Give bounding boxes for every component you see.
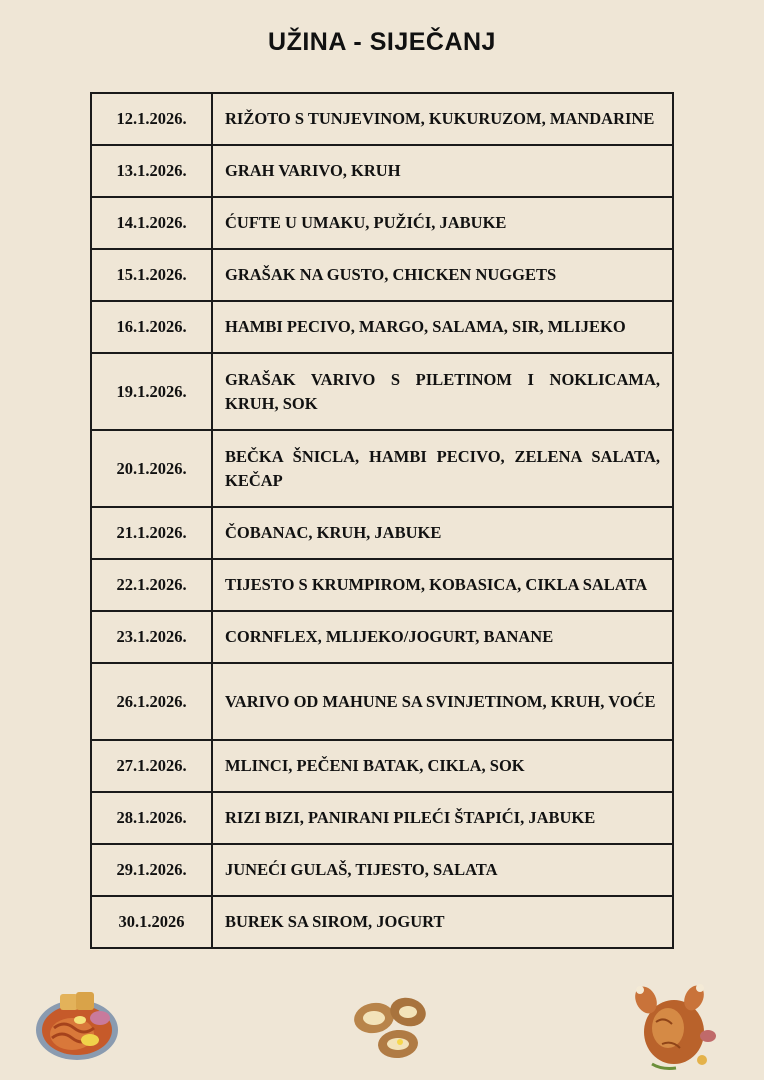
meal-cell: GRAŠAK NA GUSTO, CHICKEN NUGGETS [212, 249, 673, 301]
table-row [91, 197, 673, 249]
date-cell: 22.1.2026. [91, 559, 212, 611]
table-row [91, 844, 673, 896]
date-cell: 20.1.2026. [91, 430, 212, 507]
meal-cell: BEČKA ŠNICLA, HAMBI PECIVO, ZELENA SALATA, KEČAP [212, 430, 673, 507]
date-cell: 27.1.2026. [91, 740, 212, 792]
page-title: UŽINA - SIJEČANJ [268, 28, 496, 56]
meal-cell: HAMBI PECIVO, MARGO, SALAMA, SIR, MLIJEKO [212, 301, 673, 353]
dish-plate-icon [32, 988, 124, 1064]
table-row [91, 507, 673, 559]
menu-table [90, 92, 674, 949]
date-cell: 21.1.2026. [91, 507, 212, 559]
meal-cell: CORNFLEX, MLIJEKO/JOGURT, BANANE [212, 611, 673, 663]
table-row [91, 249, 673, 301]
meal-cell: JUNEĆI GULAŠ, TIJESTO, SALATA [212, 844, 673, 896]
date-cell: 23.1.2026. [91, 611, 212, 663]
meal-cell: MLINCI, PEČENI BATAK, CIKLA, SOK [212, 740, 673, 792]
date-cell: 16.1.2026. [91, 301, 212, 353]
table-row [91, 559, 673, 611]
date-cell: 15.1.2026. [91, 249, 212, 301]
table-row [91, 896, 673, 948]
date-cell: 14.1.2026. [91, 197, 212, 249]
meal-cell: ČOBANAC, KRUH, JABUKE [212, 507, 673, 559]
meal-cell: RIZI BIZI, PANIRANI PILEĆI ŠTAPIĆI, JABUKE [212, 792, 673, 844]
meal-cell: RIŽOTO S TUNJEVINOM, KUKURUZOM, MANDARINE [212, 93, 673, 145]
date-cell: 28.1.2026. [91, 792, 212, 844]
meal-cell: TIJESTO S KRUMPIROM, KOBASICA, CIKLA SALATA [212, 559, 673, 611]
date-cell: 19.1.2026. [91, 353, 212, 430]
table-row [91, 301, 673, 353]
meal-cell: VARIVO OD MAHUNE SA SVINJETINOM, KRUH, VOĆE [212, 663, 673, 740]
meal-cell: GRAH VARIVO, KRUH [212, 145, 673, 197]
table-row [91, 792, 673, 844]
table-row [91, 93, 673, 145]
meal-cell: BUREK SA SIROM, JOGURT [212, 896, 673, 948]
meal-cell: ĆUFTE U UMAKU, PUŽIĆI, JABUKE [212, 197, 673, 249]
date-cell: 29.1.2026. [91, 844, 212, 896]
roast-chicken-icon [632, 982, 722, 1076]
table-row [91, 430, 673, 507]
baked-potatoes-icon [350, 990, 434, 1062]
date-cell: 30.1.2026 [91, 896, 212, 948]
meal-cell: GRAŠAK VARIVO S PILETINOM I NOKLICAMA, KRUH, SOK [212, 353, 673, 430]
date-cell: 12.1.2026. [91, 93, 212, 145]
date-cell: 26.1.2026. [91, 663, 212, 740]
date-cell: 13.1.2026. [91, 145, 212, 197]
table-row [91, 145, 673, 197]
table-row [91, 740, 673, 792]
menu-table-body [91, 93, 673, 948]
table-row [91, 611, 673, 663]
table-row [91, 663, 673, 740]
table-row [91, 353, 673, 430]
